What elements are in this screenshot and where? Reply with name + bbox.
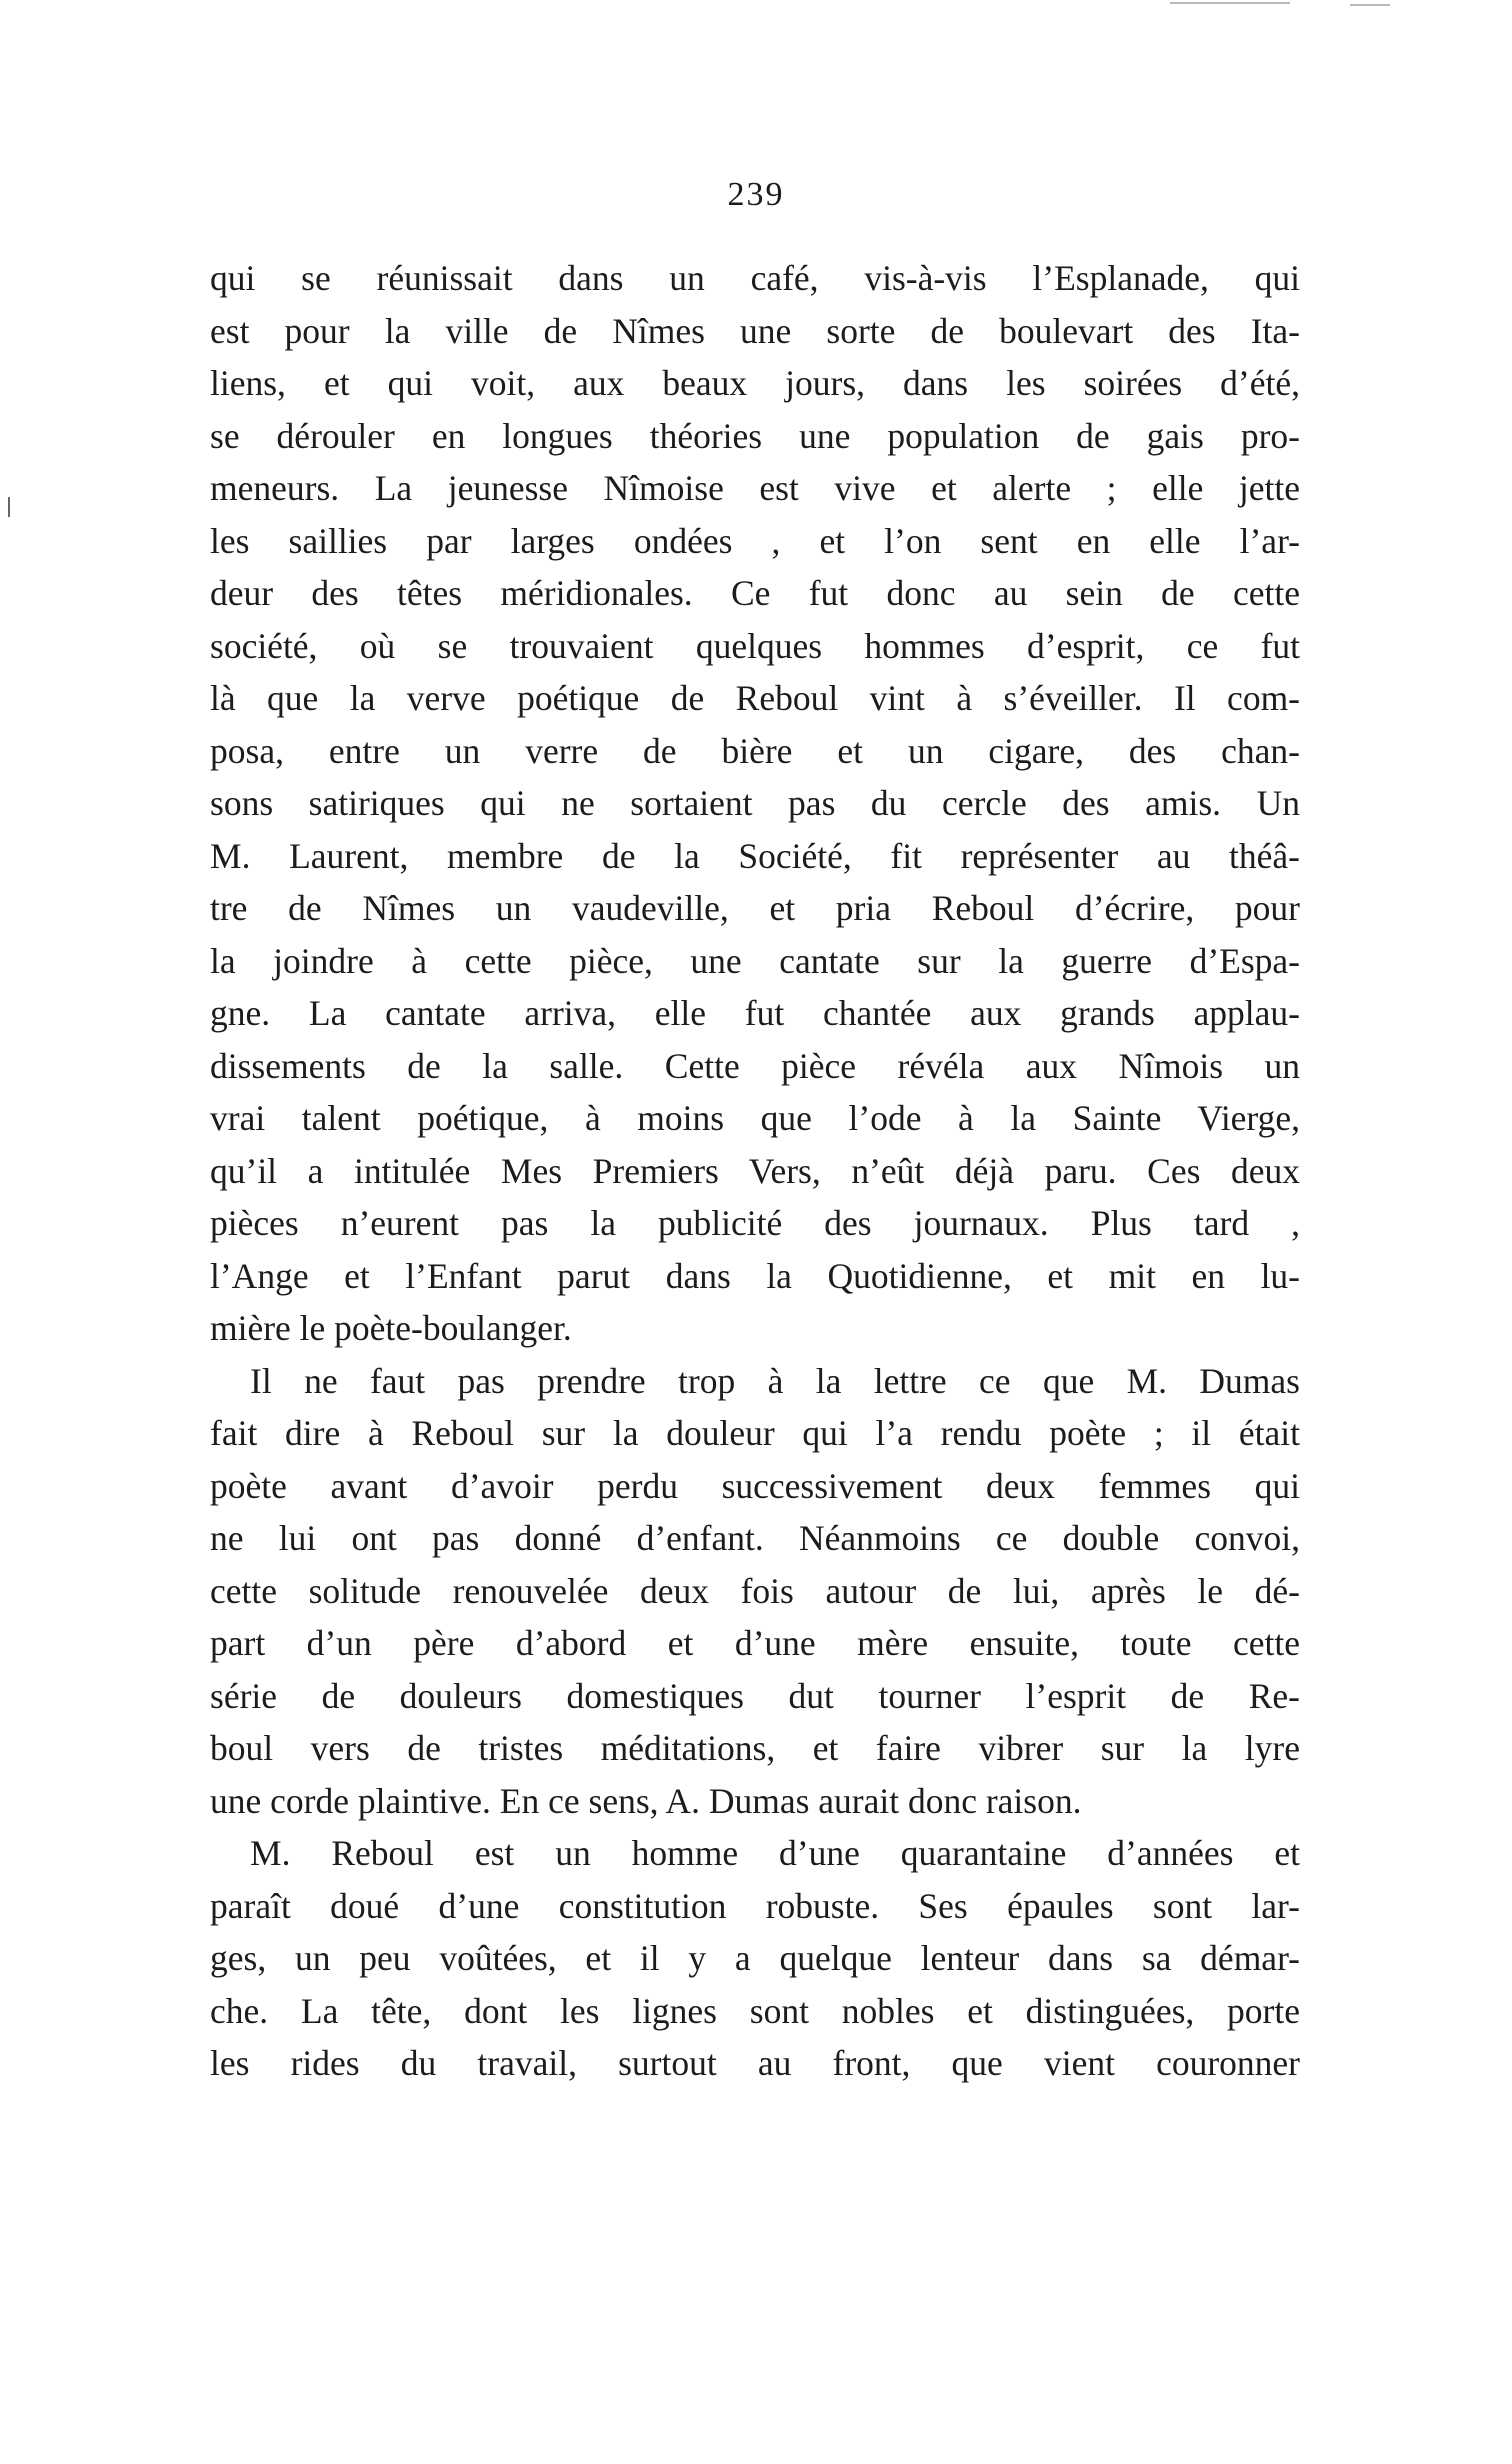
text-line: série de douleurs domestiques dut tourner l’esprit de Re- <box>210 1675 1300 1716</box>
page-text <box>210 252 1300 2090</box>
text-line: une corde plaintive. En ce sens, A. Dumas aurait donc raison. <box>210 1780 1082 1821</box>
text-line: ges, un peu voûtées, et il y a quelque lenteur dans sa démar- <box>210 1938 1300 1978</box>
text-line: ne lui ont pas donné d’enfant. Néanmoins ce double convoi, <box>210 1518 1300 1558</box>
text-line: les rides du travail, surtout au front, que vient couronner <box>210 2043 1300 2083</box>
text-line: les saillies par larges ondées , et l’on sent en elle l’ar- <box>210 520 1300 561</box>
text-line: société, où se trouvaient quelques hommes d’esprit, ce fut <box>210 625 1300 666</box>
text-line: M. Reboul est un homme d’une quarantaine d’années et <box>250 1833 1300 1873</box>
text-line: part d’un père d’abord et d’une mère ensuite, toute cette <box>210 1623 1300 1663</box>
text-line: posa, entre un verre de bière et un cigare, des chan- <box>210 730 1300 771</box>
scan-edge-mark <box>1350 4 1390 6</box>
text-line: cette solitude renouvelée deux fois autour de lui, après le dé- <box>210 1570 1300 1611</box>
margin-mark <box>8 497 10 517</box>
text-line: mière le poète-boulanger. <box>210 1308 572 1348</box>
text-line: M. Laurent, membre de la Société, fit représenter au théâ- <box>210 835 1300 876</box>
text-line: fait dire à Reboul sur la douleur qui l’a rendu poète ; il était <box>210 1413 1300 1453</box>
text-line: la joindre à cette pièce, une cantate sur la guerre d’Espa- <box>210 940 1300 981</box>
text-line: est pour la ville de Nîmes une sorte de boulevart des Ita- <box>210 310 1300 351</box>
text-line: vrai talent poétique, à moins que l’ode à la Sainte Vierge, <box>210 1098 1300 1138</box>
text-line: l’Ange et l’Enfant parut dans la Quotidienne, et mit en lu- <box>210 1255 1300 1296</box>
text-line: meneurs. La jeunesse Nîmoise est vive et alerte ; elle jette <box>210 468 1300 508</box>
text-line: se dérouler en longues théories une population de gais pro- <box>210 415 1300 456</box>
text-line: qui se réunissait dans un café, vis-à-vis l’Esplanade, qui <box>210 258 1300 298</box>
text-line: paraît doué d’une constitution robuste. Ses épaules sont lar- <box>210 1885 1300 1926</box>
text-line: poète avant d’avoir perdu successivement deux femmes qui <box>210 1465 1300 1506</box>
text-line: dissements de la salle. Cette pièce révéla aux Nîmois un <box>210 1045 1300 1086</box>
text-line: là que la verve poétique de Reboul vint à s’éveiller. Il com- <box>210 678 1300 718</box>
text-line: che. La tête, dont les lignes sont nobles et distinguées, porte <box>210 1990 1300 2031</box>
text-line: gne. La cantate arriva, elle fut chantée aux grands applau- <box>210 993 1300 1033</box>
scan-edge-line <box>1170 2 1290 4</box>
text-line: Il ne faut pas prendre trop à la lettre ce que M. Dumas <box>250 1360 1300 1401</box>
text-line: boul vers de tristes méditations, et faire vibrer sur la lyre <box>210 1728 1300 1768</box>
text-line: liens, et qui voit, aux beaux jours, dans les soirées d’été, <box>210 363 1300 403</box>
text-line: deur des têtes méridionales. Ce fut donc au sein de cette <box>210 573 1300 613</box>
text-line: tre de Nîmes un vaudeville, et pria Reboul d’écrire, pour <box>210 888 1300 928</box>
page-number: 239 <box>727 176 785 213</box>
text-line: pièces n’eurent pas la publicité des journaux. Plus tard , <box>210 1203 1300 1243</box>
text-line: qu’il a intitulée Mes Premiers Vers, n’eût déjà paru. Ces deux <box>210 1150 1300 1191</box>
text-line: sons satiriques qui ne sortaient pas du cercle des amis. Un <box>210 783 1300 823</box>
